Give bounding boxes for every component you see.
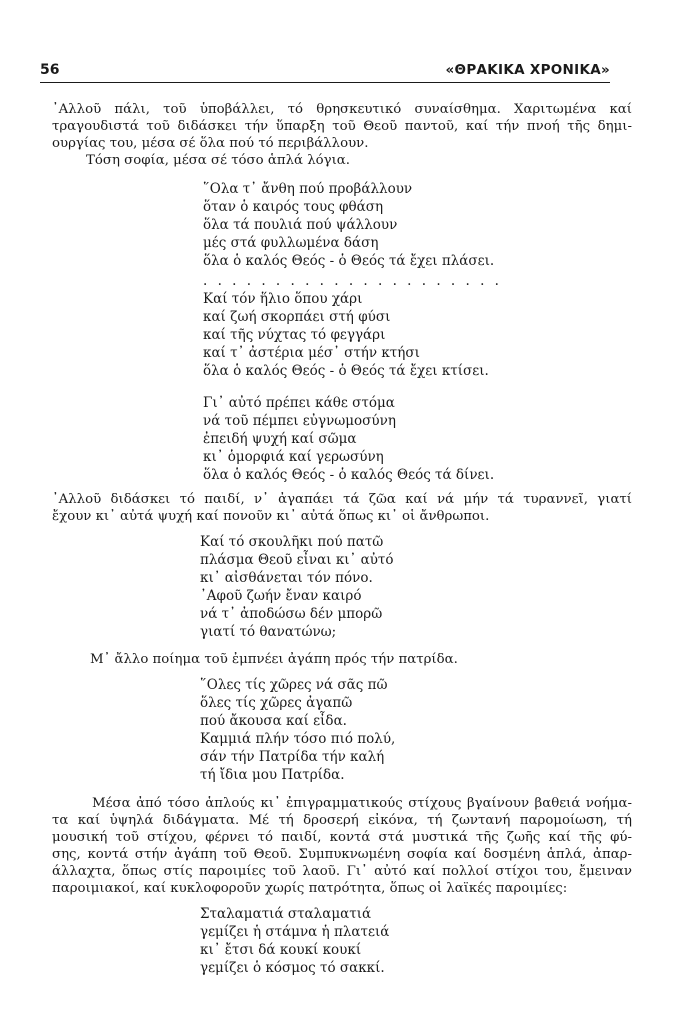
verse-line: γεμίζει ἡ στάμνα ἡ πλατειά	[200, 924, 390, 940]
paragraph-line: ᾽Αλλοῦ πάλι, τοῦ ὑποβάλλει, τό θρησκευτικό συναίσθημα. Χαριτωμένα καί	[52, 102, 632, 117]
page-header	[40, 62, 610, 83]
verse-line: καί ζωή σκορπάει στή φύσι	[203, 309, 391, 325]
paragraph-line: Τόση σοφία, μέσα σέ τόσο ἁπλά λόγια.	[86, 153, 351, 168]
paragraph-line: μουσική τοῦ στίχου, φέρνει τό παιδί, κοντά στά μυστικά τῆς ζωῆς καί τῆς φύ-	[52, 830, 632, 845]
verse-line: κι᾽ ὁμορφιά καί γερωσύνη	[203, 449, 384, 465]
verse-line: Καμμιά πλήν τόσο πιό πολύ,	[200, 731, 396, 747]
verse-line: πλάσμα Θεοῦ εἶναι κι᾽ αὐτό	[200, 552, 394, 568]
verse-line: γιατί τό θανατώνω;	[200, 624, 337, 640]
page-number: 56	[40, 62, 60, 78]
verse-line: ὅλες τίς χῶρες ἀγαπῶ	[200, 695, 353, 711]
verse-line: κι᾽ ἔτσι δά κουκί κουκί	[200, 942, 362, 958]
verse-line: Σταλαματιά σταλαματιά	[200, 906, 372, 922]
verse-line: ὅλα ὁ καλός Θεός - ὁ Θεός τά ἔχει κτίσει.	[203, 363, 489, 379]
verse-line: ὅταν ὁ καιρός τους φθάση	[203, 199, 384, 215]
verse-line: ῞Ολες τίς χῶρες νά σᾶς πῶ	[200, 677, 388, 693]
verse-line: ἐπειδή ψυχή καί σῶμα	[203, 431, 357, 447]
verse-line: σάν τήν Πατρίδα τήν καλή	[200, 749, 385, 765]
paragraph-line: άλλαχτα, ὅπως στίς παροιμίες τοῦ λαοῦ. Γι᾽ αὐτό καί πολλοί στίχοι του, ἔμειναν	[52, 864, 632, 879]
paragraph-line: τραγουδιστά τοῦ διδάσκει τήν ὕπαρξη τοῦ Θεοῦ παντοῦ, καί τήν πνοή τῆς δημι-	[52, 119, 632, 134]
paragraph-line: Μ᾽ ἄλλο ποίημα τοῦ ἐμπνέει ἀγάπη πρός τήν πατρίδα.	[90, 652, 458, 667]
verse-line: πού ἄκουσα καί εἶδα.	[200, 713, 347, 729]
paragraph-line: σης, κοντά στήν ἀγάπη τοῦ Θεοῦ. Συμπυκνωμένη σοφία καί δοσμένη ἁπλά, ἀπαρ-	[52, 847, 632, 862]
verse-line: γεμίζει ὁ κόσμος τό σακκί.	[200, 960, 385, 976]
verse-line: ᾽Αφοῦ ζωήν ἔναν καιρό	[200, 588, 362, 604]
paragraph-line: ουργίας του, μέσα σέ ὅλα πού τό περιβάλλουν.	[52, 136, 369, 151]
paragraph-line: Μέσα ἀπό τόσο ἁπλούς κι᾽ ἐπιγραμματικούς στίχους βγαίνουν βαθειά νοήμα-	[92, 796, 632, 811]
verse-line: ὅλα ὁ καλός Θεός - ὁ Θεός τά ἔχει πλάσει.	[203, 253, 495, 269]
verse-line: τή ἴδια μου Πατρίδα.	[200, 767, 345, 783]
running-title: «ΘΡΑΚΙΚΑ ΧΡΟΝΙΚΑ»	[445, 62, 610, 78]
paragraph-line: τα καί ὑψηλά διδάγματα. Μέ τή δροσερή εἰκόνα, τή ζωντανή παρομοίωση, τή	[52, 813, 632, 828]
paragraph-line: παροιμιακοί, καί κυκλοφοροῦν χωρίς πατρότητα, ὅπως οἱ λαϊκές παροιμίες:	[52, 881, 568, 896]
ellipsis-line: . . . . . . . . . . . . . . . . . . . . .	[203, 273, 502, 289]
paragraph-line: ἔχουν κι᾽ αὐτά ψυχή καί πονοῦν κι᾽ αὐτά ὅπως κι᾽ οἱ ἄνθρωποι.	[52, 509, 490, 524]
verse-line: καί τ᾽ ἀστέρια μέσ᾽ στήν κτήσι	[203, 345, 420, 361]
verse-line: καί τῆς νύχτας τό φεγγάρι	[203, 327, 386, 343]
verse-line: μές στά φυλλωμένα δάση	[203, 235, 379, 251]
verse-line: νά τ᾽ ἀποδώσω δέν μπορῶ	[200, 606, 383, 622]
verse-line: κι᾽ αἰσθάνεται τόν πόνο.	[200, 570, 373, 586]
paragraph-line: ᾽Αλλοῦ διδάσκει τό παιδί, ν᾽ ἀγαπάει τά ζῶα καί νά μήν τά τυραννεῖ, γιατί	[52, 492, 632, 507]
verse-line: ῞Ολα τ᾽ ἄνθη πού προβάλλουν	[203, 181, 413, 197]
verse-line: νά τοῦ πέμπει εὐγνωμοσύνη	[203, 413, 396, 429]
verse-line: ὅλα ὁ καλός Θεός - ὁ καλός Θεός τά δίνει.	[203, 467, 495, 483]
verse-line: Γι᾽ αὐτό πρέπει κάθε στόμα	[203, 395, 395, 411]
verse-line: Καί τόν ἥλιο ὅπου χάρι	[203, 291, 363, 307]
verse-line: ὅλα τά πουλιά πού ψάλλουν	[203, 217, 398, 233]
verse-line: Καί τό σκουλῆκι πού πατῶ	[200, 534, 384, 550]
